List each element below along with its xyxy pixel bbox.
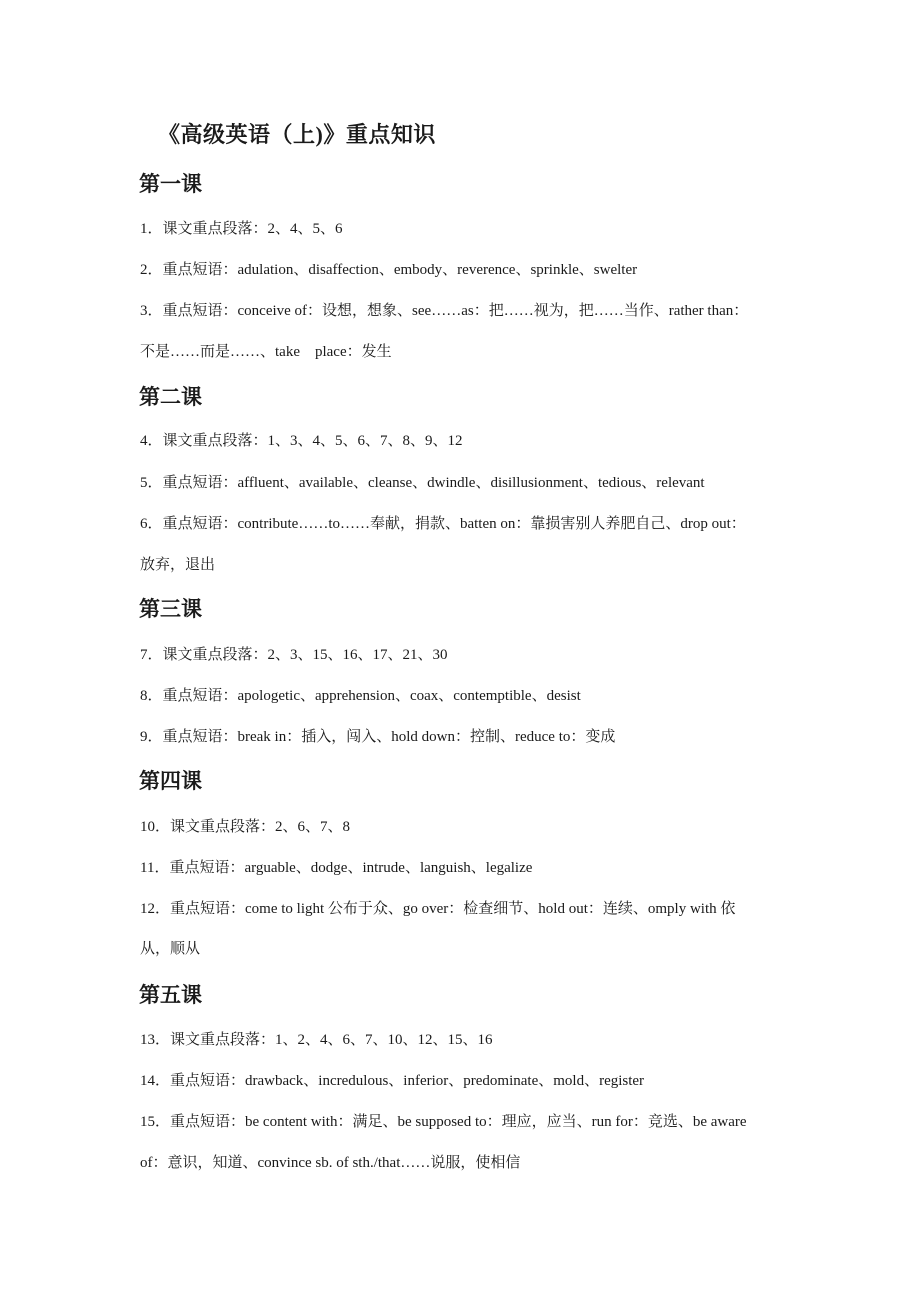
lesson-4-item-2: 11．重点短语：arguable、dodge、intrude、languish、legalize: [140, 860, 533, 876]
lesson-1-item-1: 1．课文重点段落：2、4、5、6: [140, 221, 343, 237]
lesson-2-heading: 第二课: [139, 385, 202, 409]
lesson-4-heading: 第四课: [139, 769, 202, 793]
lesson-5-item-3: 15．重点短语：be content with：满足、be supposed to：理应，应当、run for：竞选、be aware: [140, 1114, 747, 1130]
lesson-4-item-1: 10．课文重点段落：2、6、7、8: [140, 819, 351, 835]
lesson-3-item-1: 7．课文重点段落：2、3、15、16、17、21、30: [140, 647, 448, 663]
document-title: 《高级英语（上)》重点知识: [158, 122, 436, 147]
lesson-5-item-1: 13．课文重点段落：1、2、4、6、7、10、12、15、16: [140, 1032, 493, 1048]
lesson-5-item-2: 14．重点短语：drawback、incredulous、inferior、predominate、mold、register: [140, 1073, 645, 1089]
lesson-2-item-3-cont: 放弃，退出: [140, 557, 216, 573]
lesson-2-item-1: 4．课文重点段落：1、3、4、5、6、7、8、9、12: [140, 433, 463, 449]
lesson-3-heading: 第三课: [139, 597, 202, 621]
lesson-3-item-3: 9．重点短语：break in：插入，闯入、hold down：控制、reduce to：变成: [140, 729, 616, 745]
lesson-1-heading: 第一课: [139, 172, 202, 196]
lesson-1-item-3: 3．重点短语：conceive of：设想，想象、see……as：把……视为，把……当作、rather than：: [140, 303, 749, 319]
lesson-4-item-3-cont: 从，顺从: [140, 941, 201, 957]
lesson-2-item-2: 5．重点短语：affluent、available、cleanse、dwindle、disillusionment、tedious、relevant: [140, 475, 705, 491]
lesson-5-item-3-cont: of：意识，知道、convince sb. of sth./that……说服，使相信: [140, 1155, 521, 1171]
lesson-1-item-2: 2．重点短语：adulation、disaffection、embody、reverence、sprinkle、swelter: [140, 262, 638, 278]
lesson-5-heading: 第五课: [139, 983, 202, 1007]
lesson-4-item-3: 12．重点短语：come to light 公布于众、go over：检查细节、hold out：连续、omply with 依: [140, 901, 736, 917]
lesson-3-item-2: 8．重点短语：apologetic、apprehension、coax、contemptible、desist: [140, 688, 581, 704]
lesson-2-item-3: 6．重点短语：contribute……to……奉献，捐款、batten on：靠损害别人养肥自己、drop out：: [140, 516, 746, 532]
lesson-1-item-3-cont: 不是……而是……、take place：发生: [140, 344, 392, 360]
